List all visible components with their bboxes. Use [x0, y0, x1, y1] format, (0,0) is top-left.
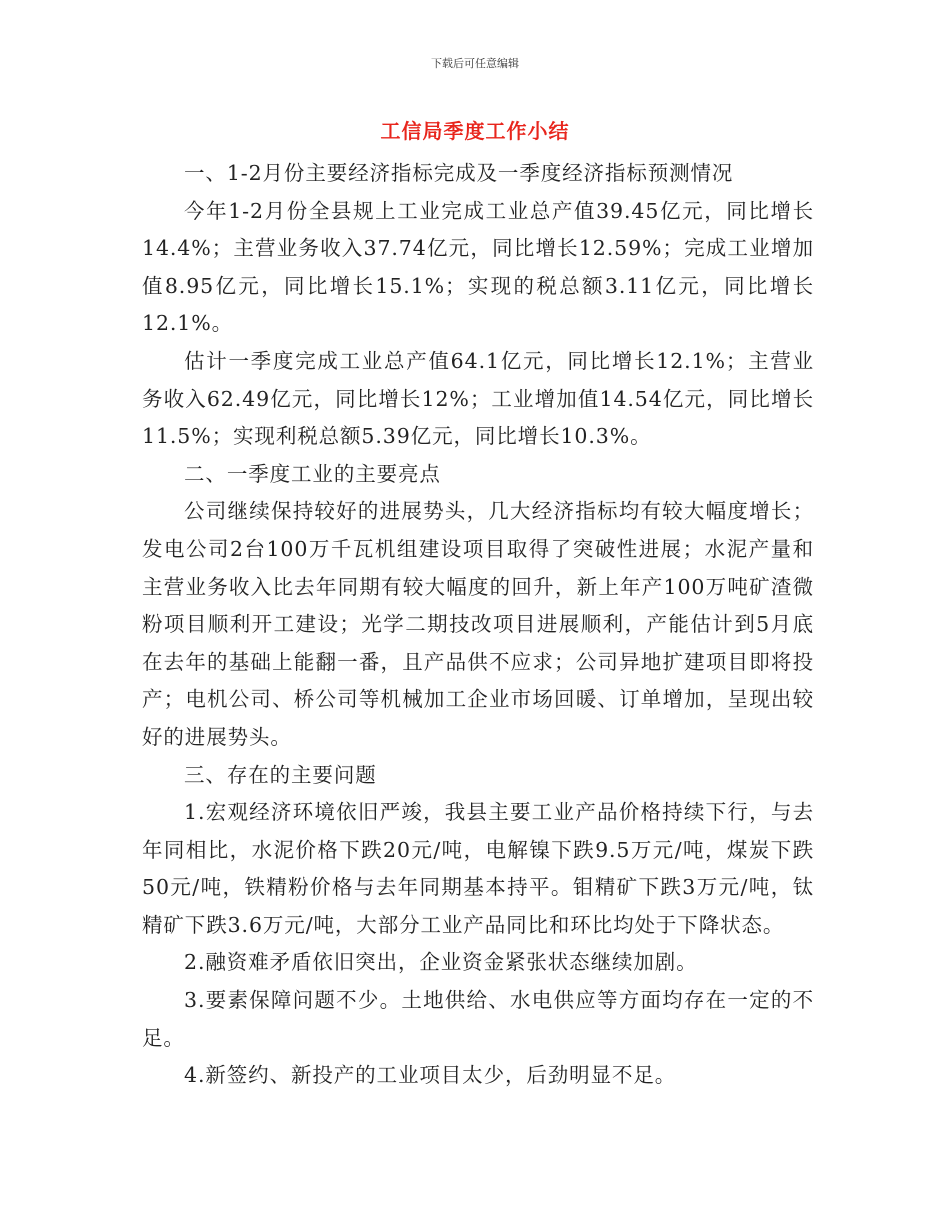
section-heading-2: 二、一季度工业的主要亮点 [184, 461, 441, 486]
header-note: 下载后可任意编辑 [431, 57, 519, 70]
list-item: 4.新签约、新投产的工业项目太少，后劲明显不足。 [184, 1063, 677, 1088]
list-item: 2.融资难矛盾依旧突出，企业资金紧张状态继续加剧。 [184, 950, 698, 975]
section-heading-1: 一、1-2月份主要经济指标完成及一季度经济指标预测情况 [184, 161, 734, 185]
document-body [142, 155, 814, 1095]
paragraph: 今年1-2月份全县规上工业完成工业总产值39.45亿元，同比增长14.4%；主营业务收入37.74亿元，同比增长12.59%；完成工业增加值8.95亿元，同比增长15.1%；实现的税总额3.11亿元，同比增长12.1%。 [142, 198, 814, 336]
section-heading-3: 三、存在的主要问题 [184, 762, 377, 787]
list-item: 3.要素保障问题不少。土地供给、水电供应等方面均存在一定的不足。 [142, 988, 814, 1050]
list-item: 1.宏观经济环境依旧严竣，我县主要工业产品价格持续下行，与去年同相比，水泥价格下跌20元/吨，电解镍下跌9.5万元/吨，煤炭下跌50元/吨，铁精粉价格与去年同期基本持平。钼精矿下跌3万元/吨，钛精矿下跌3.6万元/吨，大部分工业产品同比和环比均处于下降状态。 [142, 800, 814, 937]
paragraph: 公司继续保持较好的进展势头，几大经济指标均有较大幅度增长；发电公司2台100万千瓦机组建设项目取得了突破性进展；水泥产量和主营业务收入比去年同期有较大幅度的回升，新上年产100万吨矿渣微粉项目顺利开工建设；光学二期技改项目进展顺利，产能估计到5月底在去年的基础上能翻一番，且产品供不应求；公司异地扩建项目即将投产；电机公司、桥公司等机械加工企业市场回暖、订单增加，呈现出较好的进展势头。 [142, 499, 814, 749]
paragraph: 估计一季度完成工业总产值64.1亿元，同比增长12.1%；主营业务收入62.49亿元，同比增长12%；工业增加值14.54亿元，同比增长11.5%；实现利税总额5.39亿元，同比增长10.3%。 [142, 348, 814, 449]
document-title: 工信局季度工作小结 [380, 119, 570, 143]
